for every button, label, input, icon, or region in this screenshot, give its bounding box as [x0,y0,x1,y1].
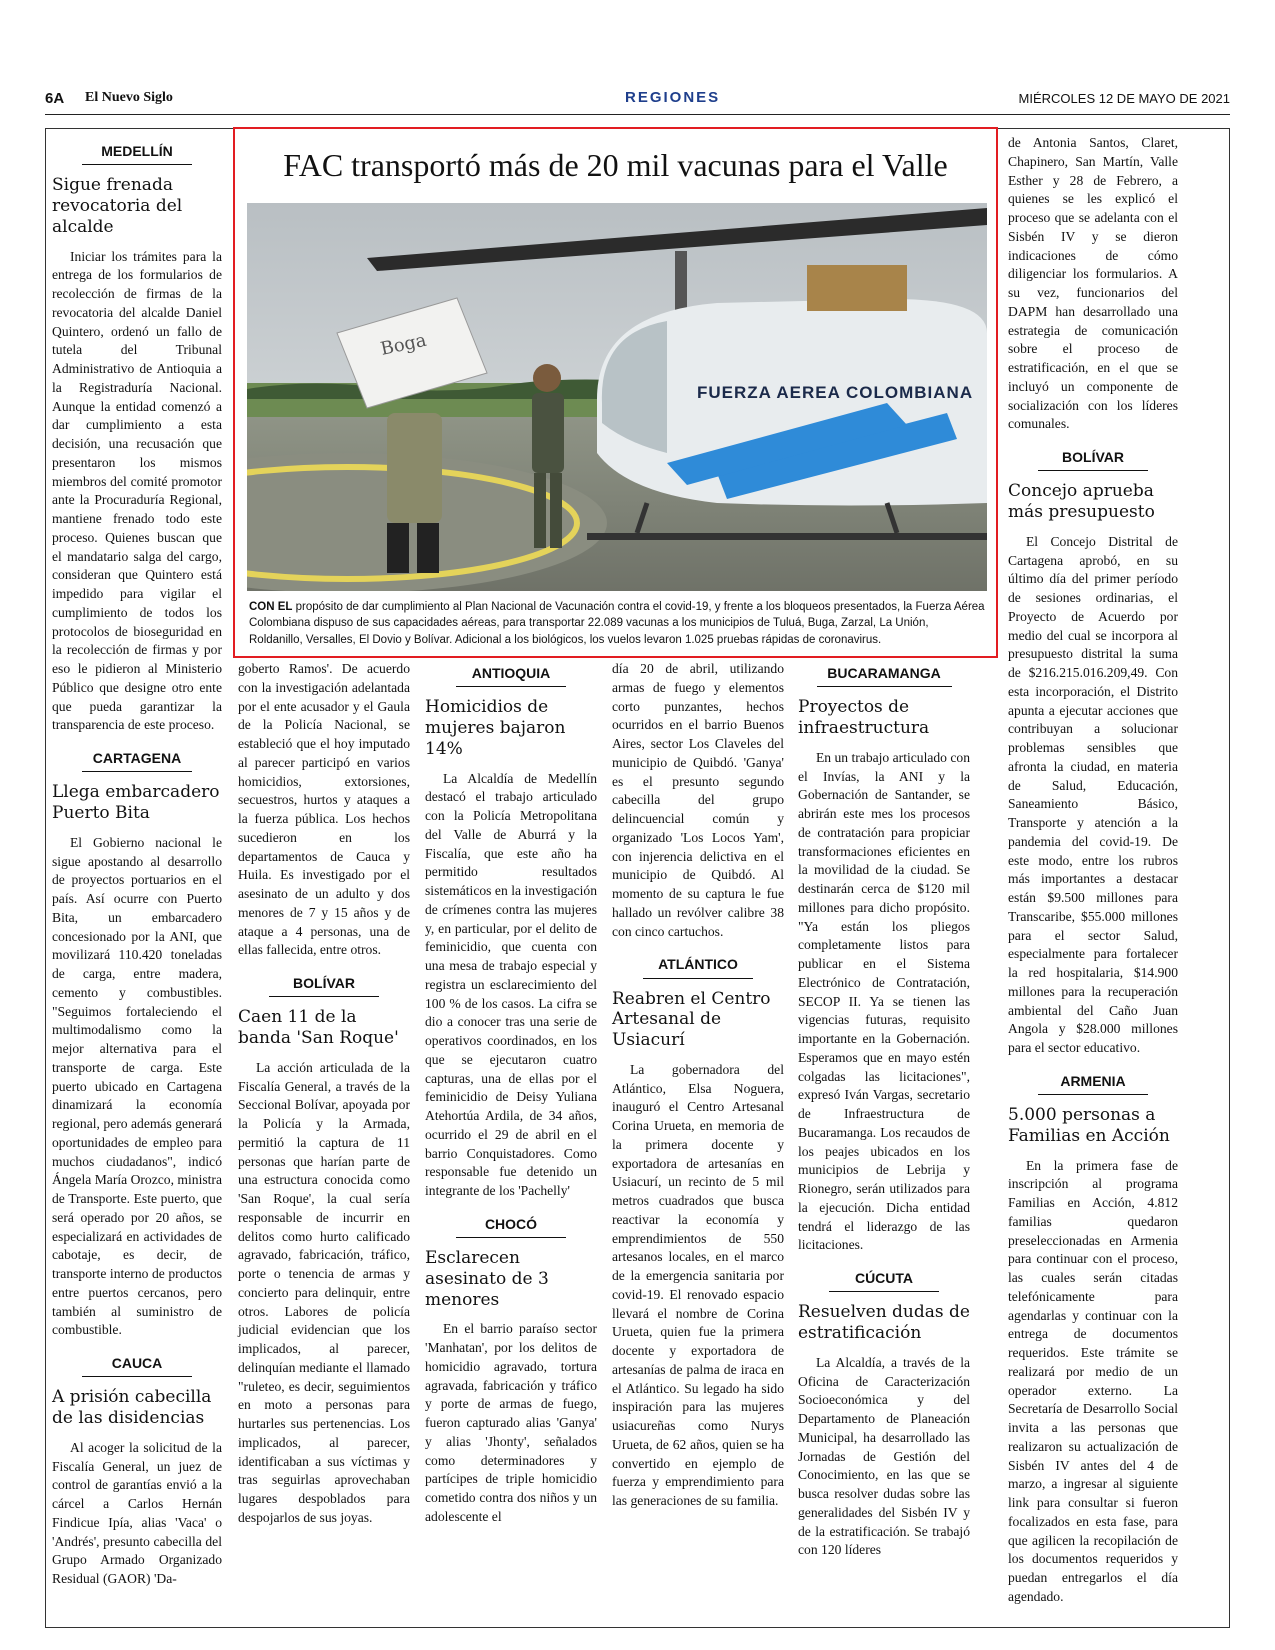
body-cauca-continued: goberto Ramos'. De acuerdo con la investigación adelantada por el ente acusador y el Gaula de la Policía Nacional, se estableció que el hoy imputado al parecer participó en varios homicidios, extorsiones, secuestros, hurtos y ataques a la fuerza pública. Los hechos sucedieron en los departamentos de Cauca y Huila. Es investigado por el asesinato de un adulto y dos menores de 7 y 15 años y de ataque a 4 personas, una de ellas fallecida, entre otros. [238,661,410,958]
body-infraestructura: En un trabajo articulado con el Invías, la ANI y la Gobernación de Santander, se abrirán este mes los procesos de contratación para propiciar transformaciones eficientes en la movilidad de la ciudad. Se destinarán cerca de $120 mil millones para dicho propósito. "Ya están los pliegos completamente listos para publicar en el Sistema Electrónico de Contratación, SECOP II. Ya se tienen las vigencias futuras, requisito importante en la Gobernación. Esperamos que en mayo estén colgadas las licitaciones", expresó Iván Vargas, secretario de Infraestructura de Bucaramanga. Los recaudos de los peajes ubicados en los municipios de Lebrija y Rionegro, serán utilizados para la ejecución. Dicha entidad tendrá el liderazgo de las licitaciones. [798,749,971,1253]
feature-title: FAC transportó más de 20 mil vacunas para el Valle [283,147,948,183]
kicker-atlantico: ATLÁNTICO [643,955,753,978]
kicker-antioquia: ANTIOQUIA [456,664,566,687]
kicker-cucuta: CÚCUTA [829,1269,939,1292]
caption-text: propósito de dar cumplimiento al Plan Nacional de Vacunación contra el covid-19, y frente a los bloqueos presentados, la Fuerza Aérea Colombiana dispuso de sus capacidades aéreas, para transportar 22.089 vacunas a los municipios de Tuluá, Buga, Zarzal, La Unión, Roldanillo, Versalles, El Dovio y Bolívar. Adicional a los biológicos, los vuelos levaron 1.025 pruebas rápidas de coronavirus. [249,601,985,646]
kicker-cartagena: CARTAGENA [82,749,192,772]
body-esclarecen: En el barrio paraíso sector 'Manhatan', por los delitos de homicidio agravado, tortura agravada, fabricación y tráfico y porte de armas de fuego, fueron capturado alias 'Ganya' y alias 'Jhonty', señalados como determinadores y partícipes de triple homicidio cometido contra dos niños y un adolescente el [425,1321,597,1524]
box-label: Boga [378,329,429,360]
column-3 [425,660,597,1527]
kicker-bolivar-2: BOLÍVAR [1038,448,1148,471]
kicker-bolivar-1: BOLÍVAR [269,974,379,997]
body-usiacuri: La gobernadora del Atlántico, Elsa Noguera, inauguró el Centro Artesanal Corina Urueta, en memoria de la primera docente y exportadora de artesanías en Usiacurí, un recinto de 5 mil metros cuadrados que busca reactivar la economía y emprendimientos de 550 artesanos locales, en el marco de la emergencia sanitaria por covid-19. El renovado espacio llevará el nombre de Corina Urueta, quien fue la primera docente y exportadora de artesanías de palma de iraca en el Atlántico. Su legado ha sido inspiración para las mujeres usiacureñas como Nurys Urueta, de 62 años, quien se ha convertido en ejemplo de fuerza y emprendimiento para las generaciones de su familia. [612,1061,784,1509]
section-name: REGIONES [625,89,721,106]
body-san-roque: La acción articulada de la Fiscalía General, a través de la Seccional Bolívar, apoyada por la Policía y la Armada, permitió la captura de 11 personas que harían parte de una estructura conocida como 'San Roque', la cual sería responsable de incurrir en delitos como hurto calificado agravado, fabricación, tráfico, porte o tenencia de armas y concierto para delinquir, entre otros. Labores de policía judicial evidencian que los implicados, al parecer, delinquían mediante el llamado "ruleteo, es decir, seguimientos en moto a personas para hurtarles sus pertenencias. Los implicados, al parecer, identificaban a sus víctimas y tras seguirlas aprovechaban lugares despoblados para despojarlos de sus joyas. [238,1059,410,1525]
body-presupuesto: El Concejo Distrital de Cartagena aprobó, en su último día del primer período de sesiones ordinarias, el Proyecto de Acuerdo por medio del cual se incorpora al presupuesto distrital la suma de $216.215.016.209,49. Con esta incorporación, el Distrito apunta a ejecutar acciones que contribuyan a solucionar problemas sensibles que afronta la ciudad, en materia de Salud, Educación, Saneamiento Básico, Transporte y atención a la pandemia del covid-19. De este modo, entre los rubros más importantes a destacar están $9.500 millones para Transcaribe, $55.000 millones para el sector Salud, especialmente para fortalecer la red hospitalaria, $14.900 millones para la recuperación ambiental del Caño Juan Angola y $28.000 millones para el sector educativo. [1008,533,1178,1056]
headline-presupuesto: Concejo aprueba más presupuesto [1008,481,1155,523]
headline-esclarecen: Esclarecen asesinato de 3 menores [425,1248,549,1310]
headline-cartagena: Llega embarcadero Puerto Bita [52,782,220,824]
newspaper-name: El Nuevo Siglo [85,90,173,105]
column-4 [612,660,784,1511]
body-choco-continued: día 20 de abril, utilizando armas de fuego y elementos corto punzantes, hechos ocurridos en el barrio Buenos Aires, sector Los Claveles del municipio de Quibdó. 'Ganya' es el presunto segundo cabecilla del grupo delincuencial común y organizado 'Los Locos Yam', con injerencia delictiva en el municipio de Quibdó. Al momento de su captura le fue hallado un revólver calibre 38 con cinco cartuchos. [612,661,784,939]
body-cartagena: El Gobierno nacional le sigue apostando al desarrollo de proyectos portuarios en el país. Así ocurre con Puerto Bita, un embarcadero concesionado por la ANI, que movilizará 110.420 toneladas de carga, entre madera, cemento y combustibles. "Seguimos fortaleciendo el multimodalismo como la mejor alternativa para el transporte de carga. Este puerto ubicado en Cartagena dinamizará la economía regional, pero además generará oportunidades de empleo para muchos ciudadanos", indicó Ángela María Orozco, ministra de Transporte. Este puerto, que será operado por 20 años, se especializará en actividades de cabotaje, es decir, de transporte interno de productos entre puertos cercanos, pero también al suministro de combustible. [52,834,222,1338]
kicker-cauca: CAUCA [82,1354,192,1377]
header-rule [45,114,1230,115]
photo-caption [249,599,985,648]
kicker-choco: CHOCÓ [456,1215,566,1238]
column-5 [798,660,970,1560]
issue-date: MIÉRCOLES 12 DE MAYO DE 2021 [1018,91,1230,106]
headline-infraestructura: Proyectos de infraestructura [798,697,930,739]
headline-familias: 5.000 personas a Familias en Acción [1008,1105,1170,1146]
kicker-bucaramanga: BUCARAMANGA [817,664,952,687]
body-familias: En la primera fase de inscripción al programa Familias en Acción, 4.812 familias quedaron preseleccionadas en Armenia para continuar con el proceso, las cuales serán citadas telefónicamente para agendarlas y continuar con la entrega de documentos requeridos. Este trámite se realizará por medio de un operador externo. La Secretaría de Desarrollo Social invita a las personas que realizaron su actualización de Sisbén IV antes del 4 de marzo, a ingresar al siguiente link para consultar si fueron focalizados en esta fase, para que agilicen la recopilación de los documentos requeridos y puedan entregarlos el día agendado. [1008,1157,1178,1604]
headline-homicidios: Homicidios de mujeres bajaron 14% [425,697,566,759]
column-2 [238,660,410,1528]
body-cucuta-continued: de Antonia Santos, Claret, Chapinero, San Martín, Valle Esther y 28 de Febrero, a quienes se les explicó el proceso que se adelanta con el Sisbén IV y se dieron indicaciones de cómo diligenciar los formularios. A su vez, funcionarios del DAPM han desarrollado una estrategia de comunicación sobre el proceso de estratificación, en el que se incluyó un componente de socialización con los líderes comunales. [1008,135,1178,432]
fuselage-text: FUERZA AEREA COLOMBIANA [697,383,974,402]
helicopter-photo [247,203,987,591]
body-homicidios: La Alcaldía de Medellín destacó el trabajo articulado con la Policía Metropolitana del Valle de Aburrá y la Fiscalía, que este año ha permitido resultados sistemáticos en la investigación de crímenes contra las mujeres y, en particular, por el delito de feminicidio, que cuenta con una mesa de trabajo especial y registra un esclarecimiento del 100 % de los casos. La cifra se dio a conocer tras una serie de operativos coordinados, en los que se ejecutaron cuatro capturas, una de ellas por el feminicidio de Deisy Yuliana Atehortúa Ardila, de 34 años, ocurrido el 29 de abril en el barrio Conquistadores. Como responsable fue detenido un integrante de los 'Pachelly' [425,770,597,1199]
headline-estratificacion: Resuelven dudas de estratificación [798,1302,970,1344]
headline-usiacuri: Reabren el Centro Artesanal de Usiacurí [612,988,771,1051]
helicopter-illustration [247,203,987,591]
headline-medellin: Sigue frenada revocatoria del alcalde [52,175,183,237]
column-6 [1008,134,1178,1607]
body-medellin: Iniciar los trámites para la entrega de los formularios de recolección de firmas de la revocatoria del alcalde Daniel Quintero, ordenó un fallo de tutela del Tribunal Administrativo de Antioquia a la Registraduría Nacional. Aunque la entidad comenzó a dar cumplimiento a esta decisión, una recusación que presentaron los mismos miembros del comité promotor ante la Procuraduría Regional, mantiene frenado todo este proceso. Quienes buscan que el mandatario salga del cargo, consideran que Quintero está impedido para vigilar el cumplimiento de todos los protocolos de bioseguridad en la recolección de firmas y por eso le pidieron al Ministerio Público que designe otro ente que pueda garantizar la transparencia de este proceso. [52,248,222,733]
body-cauca: Al acoger la solicitud de la Fiscalía General, un juez de control de garantías envió a la cárcel a Carlos Hernán Findicue Ipía, alias 'Vaca' o 'Andrés', presunto cabecilla del Grupo Armado Organizado Residual (GAOR) 'Da- [52,1439,222,1587]
kicker-medellin: MEDELLÍN [82,142,192,165]
feature-box [233,127,998,658]
page-header [45,90,1230,114]
headline-san-roque: Caen 11 de la banda 'San Roque' [238,1007,399,1049]
kicker-armenia: ARMENIA [1038,1072,1148,1095]
headline-cauca: A prisión cabecilla de las disidencias [52,1387,212,1429]
caption-lead: CON EL [249,601,293,613]
page-number: 6A [45,90,65,107]
body-estratificacion: La Alcaldía, a través de la Oficina de Caracterización Socioeconómica y del Departamento de Planeación Municipal, ha desarrollado las Jornadas de Gestión del Conocimiento, en las que se busca resolver dudas sobre las generalidades del Sisbén IV y de la estratificación. Se trabajó con 120 líderes [798,1354,970,1558]
column-1 [52,138,222,1589]
